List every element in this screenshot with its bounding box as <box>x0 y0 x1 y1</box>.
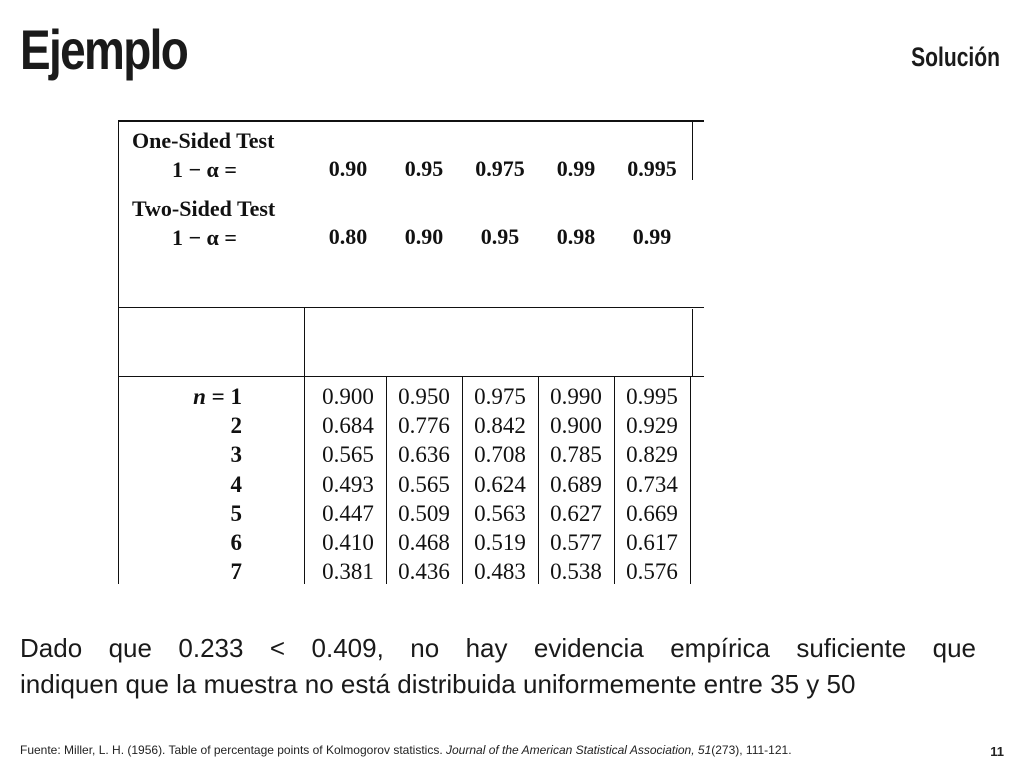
table-cell: 0.627 <box>550 500 602 526</box>
row-n-label: n = 1 <box>193 384 242 409</box>
table-header-divider <box>118 307 704 308</box>
one-sided-alpha: 1 − α = <box>172 157 237 182</box>
table-cell: 0.689 <box>550 471 602 497</box>
table-cell: 0.538 <box>550 559 602 584</box>
page-title: Ejemplo <box>20 18 188 81</box>
table-cell: 0.493 <box>322 471 374 497</box>
table-cell: 0.975 <box>474 384 526 409</box>
two-sided-alpha-0: 0.80 <box>328 224 368 249</box>
table-cell: 0.669 <box>626 500 678 526</box>
row-n-label: 3 <box>230 442 242 468</box>
table-cell: 0.776 <box>398 413 450 439</box>
table-top-rule <box>118 120 704 122</box>
table-cell: 0.563 <box>474 500 526 526</box>
table-cell: 0.410 <box>322 530 374 555</box>
table-cell: 0.624 <box>474 471 526 497</box>
two-sided-alpha-4: 0.99 <box>632 224 672 249</box>
table-cell: 0.436 <box>398 559 450 584</box>
row-n-label: 7 <box>230 559 242 584</box>
table-header-divider <box>118 376 704 377</box>
table-header-separator <box>304 307 305 377</box>
table-right-border-mid <box>692 309 693 377</box>
table-cell: 0.785 <box>550 442 602 468</box>
table-cell: 0.565 <box>322 442 374 468</box>
table-cell: 0.900 <box>322 384 374 409</box>
row-n-label: 5 <box>230 500 242 526</box>
table-cell: 0.447 <box>322 500 374 526</box>
table-col-divider <box>304 376 305 584</box>
source-citation <box>20 743 792 757</box>
citation-suffix: (273), 111-121. <box>711 743 792 757</box>
one-sided-alpha-1: 0.95 <box>404 156 444 181</box>
one-sided-alpha-4: 0.995 <box>627 156 677 181</box>
one-sided-alpha-0: 0.90 <box>328 156 368 181</box>
table-cell: 0.519 <box>474 530 526 555</box>
one-sided-header <box>132 126 274 184</box>
table-cell: 0.565 <box>398 471 450 497</box>
two-sided-title: Two-Sided Test <box>132 196 276 221</box>
table-cell: 0.842 <box>474 413 526 439</box>
table-col-divider <box>690 376 691 584</box>
table-cell: 0.929 <box>626 413 678 439</box>
table-cell: 0.636 <box>398 442 450 468</box>
table-cell: 0.468 <box>398 530 450 555</box>
two-sided-alpha: 1 − α = <box>172 225 237 250</box>
table-cell: 0.577 <box>550 530 602 555</box>
table-cell: 0.483 <box>474 559 526 584</box>
table-cell: 0.381 <box>322 559 374 584</box>
citation-prefix: Fuente: Miller, L. H. (1956). Table of percentage points of Kolmogorov statistics. <box>20 743 446 757</box>
two-sided-alpha-1: 0.90 <box>404 224 444 249</box>
table-right-border-top <box>692 120 693 180</box>
conclusion-line-1: Dado que 0.233 < 0.409, no hay evidencia empírica suficiente que <box>20 633 976 663</box>
table-cell: 0.684 <box>322 413 374 439</box>
one-sided-alpha-2: 0.975 <box>475 156 525 181</box>
table-cell: 0.617 <box>626 530 678 555</box>
table-cell: 0.509 <box>398 500 450 526</box>
section-label: Solución <box>911 42 1000 72</box>
kolmogorov-table <box>118 120 704 584</box>
citation-journal: Journal of the American Statistical Association, 51 <box>446 743 712 757</box>
table-cell: 0.995 <box>626 384 678 409</box>
table-cell: 0.900 <box>550 413 602 439</box>
page-number: 11 <box>990 744 1004 759</box>
row-n-label: 4 <box>230 471 242 497</box>
table-cell: 0.576 <box>626 559 678 584</box>
table-cell: 0.734 <box>626 471 678 497</box>
one-sided-alpha-3: 0.99 <box>556 156 596 181</box>
table-cell: 0.990 <box>550 384 602 409</box>
table-cell: 0.829 <box>626 442 678 468</box>
row-n-label: 2 <box>230 413 242 439</box>
conclusion-line-2: indiquen que la muestra no está distribuida uniformemente entre 35 y 50 <box>20 669 856 699</box>
one-sided-title: One-Sided Test <box>132 128 275 153</box>
row-n-label: 6 <box>230 530 242 555</box>
two-sided-alpha-2: 0.95 <box>480 224 520 249</box>
conclusion-text <box>20 630 976 702</box>
table-cell: 0.950 <box>398 384 450 409</box>
table-cell: 0.708 <box>474 442 526 468</box>
two-sided-alpha-3: 0.98 <box>556 224 596 249</box>
two-sided-header <box>132 194 275 252</box>
